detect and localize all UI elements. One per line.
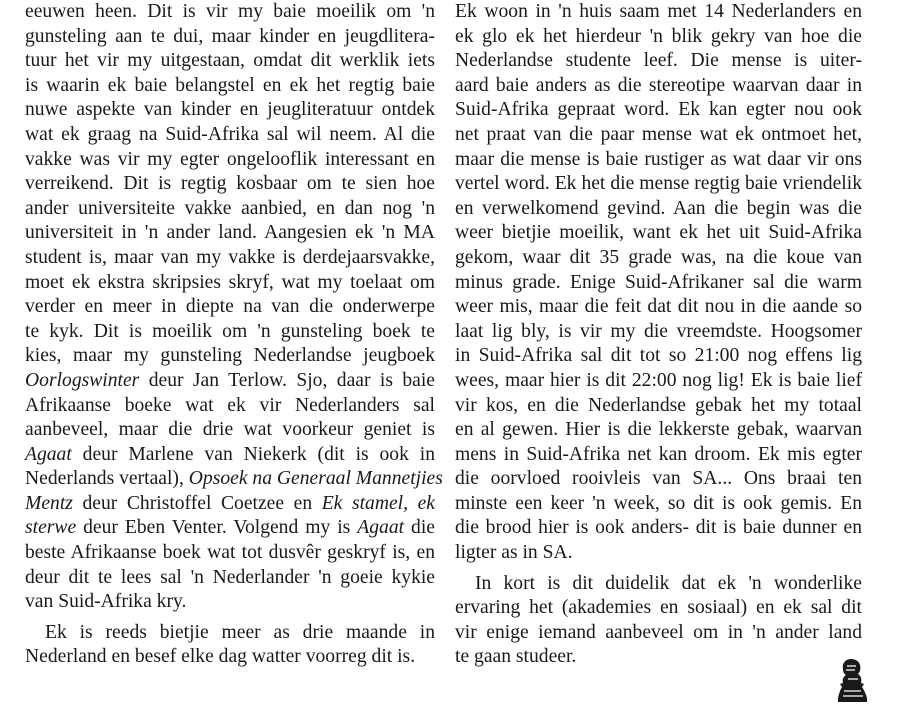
text-line: verreikend. Dit is regtig kosbaar om te sien hoe bbox=[25, 173, 435, 195]
book-title: Ek stamel, ek bbox=[321, 492, 435, 514]
text-line: net praat van die paar mense wat ek ontmoet het, bbox=[455, 123, 862, 145]
text-line: Ek woon in 'n huis saam met 14 Nederlanders en bbox=[455, 1, 862, 22]
text-line: moet ek ekstra skripsies skryf, wat my toelaat om bbox=[25, 271, 435, 293]
text-line: nuwe aspekte van kinder en jeugliteratuur ontdek bbox=[25, 99, 435, 121]
text-line: Ek is reeds bietjie meer as drie maande in bbox=[45, 621, 435, 643]
book-title: Agaat bbox=[25, 443, 72, 465]
book-title: Oorlogswinter bbox=[25, 369, 140, 391]
text-line: wees, maar hier is dit 22:00 nog lig! Ek is baie lief bbox=[455, 369, 862, 391]
left-column bbox=[25, 0, 443, 670]
book-title: Mentz bbox=[25, 492, 73, 514]
text-line: minste een keer 'n week, so dit is ook gemis. En bbox=[455, 492, 862, 514]
text-line: maar die mense is baie rustiger as wat daar vir ons bbox=[455, 148, 862, 170]
text-line: te gaan studeer. bbox=[455, 646, 577, 668]
text-line: gunsteling aan te dui, maar kinder en jeugdlitera- bbox=[25, 25, 435, 47]
text-line: vakke was vir my egter ongelooflik interessant en bbox=[25, 148, 435, 170]
text-line: Nederlandse studente leef. Die mense is uiter- bbox=[455, 50, 862, 72]
text-line: universiteit in 'n ander land. Aangesien ek 'n MA bbox=[25, 222, 435, 244]
text-line: minus grade. Enige Suid-Afrikaner sal die warm bbox=[455, 271, 862, 293]
text-line: aard baie anders as die stereotipe waarvan daar in bbox=[455, 74, 862, 96]
right-column bbox=[455, 0, 862, 670]
book-title: Agaat bbox=[357, 517, 405, 539]
text-line: Mentz deur Christoffel Coetzee en Ek stamel, ek bbox=[25, 492, 435, 514]
right-paragraph-2 bbox=[455, 572, 862, 670]
text-line: Nederlands vertaal), Opsoek na Generaal Mannetjies bbox=[25, 468, 443, 490]
text-line: ander universiteite vakke aanbied, en dan nog 'n bbox=[25, 197, 435, 219]
book-title: Opsoek na Generaal Mannetjies bbox=[188, 468, 443, 490]
book-title: sterwe bbox=[25, 517, 77, 539]
text-line: sterwe deur Eben Venter. Volgend my is Agaat die bbox=[25, 517, 435, 539]
text-line: vertel word. Ek het die mense regtig baie vriendelik bbox=[455, 173, 862, 195]
text-line: beste Afrikaanse boek wat tot dusvêr geskryf is, en bbox=[25, 542, 435, 564]
text-line: ervaring het (akademies en sosiaal) en ek sal dit bbox=[455, 597, 862, 619]
text-line: te kyk. Dit is moeilik om 'n gunsteling boek te bbox=[25, 320, 435, 342]
left-paragraph-2 bbox=[25, 621, 435, 670]
text-line: aanbeveel, maar die drie wat voorkeur geniet is bbox=[25, 419, 435, 441]
text-line: ek glo ek het hierdeur 'n blik gekry van hoe die bbox=[455, 25, 862, 47]
text-line: en verwelkomend gevind. Aan die begin was die bbox=[455, 197, 862, 219]
end-of-article-figure-icon bbox=[834, 656, 870, 704]
text-line: Oorlogswinter deur Jan Terlow. Sjo, daar is baie bbox=[25, 369, 435, 391]
text-line: verder en meer in diepte na van die onderwerpe bbox=[25, 296, 435, 318]
left-paragraph-1 bbox=[25, 0, 443, 615]
text-line: en al gewen. Hier is die lekkerste gebak, waarvan bbox=[455, 419, 862, 441]
text-line: die oorvloed rooivleis van SA... Ons braai ten bbox=[455, 468, 862, 490]
text-line: is waarin ek baie belangstel en ek het regtig baie bbox=[25, 74, 435, 96]
text-line: ligter as in SA. bbox=[455, 542, 573, 564]
text-line: Afrikaanse boeke wat ek vir Nederlanders sal bbox=[25, 394, 435, 416]
text-line: deur dit te lees sal 'n Nederlander 'n goeie kykie bbox=[25, 566, 435, 588]
text-line: Nederland en besef elke dag watter voorreg dit is. bbox=[25, 646, 416, 668]
text-line: vir kos, en die Nederlandse gebak het my totaal bbox=[455, 394, 862, 416]
text-line: weer bietjie moeilik, want ek het uit Suid-Afrika bbox=[455, 222, 862, 244]
text-line: laat lig bly, is vir my die vreemdste. Hoogsomer bbox=[455, 320, 862, 342]
text-line: eeuwen heen. Dit is vir my baie moeilik om 'n bbox=[25, 1, 435, 22]
text-line: wat ek graag na Suid-Afrika sal wil neem. Al die bbox=[25, 123, 435, 145]
text-line: gekom, waar dit 35 grade was, na die koue van bbox=[455, 246, 862, 268]
text-line: in Suid-Afrika sal dit tot so 21:00 nog effens lig bbox=[455, 345, 862, 367]
text-line: Suid-Afrika gepraat word. Ek kan egter nou ook bbox=[455, 99, 862, 121]
text-line: weer mis, maar die feit dat dit nou in die aande so bbox=[455, 296, 862, 318]
text-line: van Suid-Afrika kry. bbox=[25, 591, 187, 613]
text-line: tuur het vir my uitgestaan, omdat dit werklik iets bbox=[25, 50, 435, 72]
text-line: mens in Suid-Afrika net kan droom. Ek mis egter bbox=[455, 443, 862, 465]
text-line: Agaat deur Marlene van Niekerk (dit is ook in bbox=[25, 443, 435, 465]
text-line: student is, maar van my vakke is derdejaarsvakke, bbox=[25, 246, 435, 268]
text-line: vir enige iemand aanbeveel om in 'n ander land bbox=[455, 621, 862, 643]
right-paragraph-1 bbox=[455, 0, 862, 566]
text-line: die brood hier is ook anders- dit is baie dunner en bbox=[455, 517, 862, 539]
text-line: In kort is dit duidelik dat ek 'n wonderlike bbox=[475, 572, 862, 594]
text-line: kies, maar my gunsteling Nederlandse jeugboek bbox=[25, 345, 435, 367]
